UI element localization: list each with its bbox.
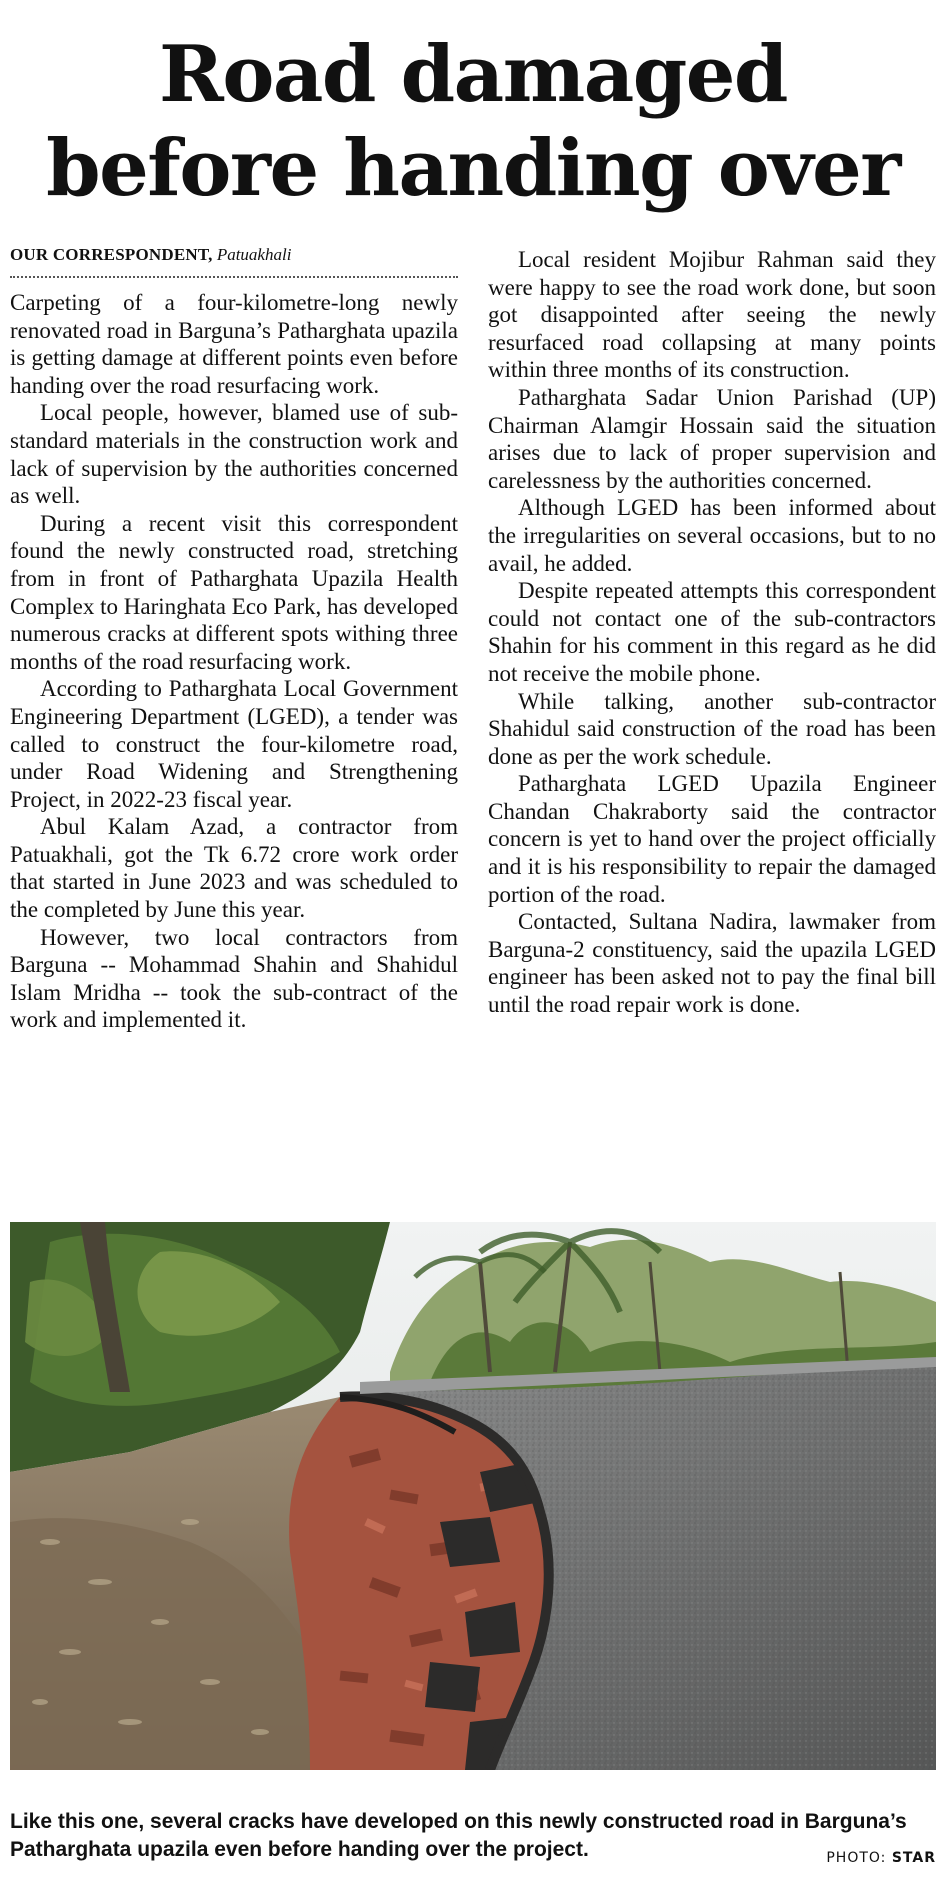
- headline: [0, 28, 946, 216]
- byline-author: OUR CORRESPONDENT,: [10, 245, 213, 264]
- headline-line-2: before handing over: [46, 123, 900, 214]
- photo-caption: Like this one, several cracks have developed on this newly constructed road in Barguna’s Patharghata upazila even before handing over the project.: [10, 1810, 907, 1861]
- road-photo: [10, 1222, 936, 1770]
- photo-credit-source: STAR: [891, 1850, 936, 1866]
- paragraph: Although LGED has been informed about the irregularities on several occasions, but to no avail, he added.: [488, 495, 936, 576]
- paragraph: Patharghata Sadar Union Parishad (UP) Chairman Alamgir Hossain said the situation arises due to lack of proper supervision and carelessness by the authorities concerned.: [488, 384, 936, 493]
- paragraph: While talking, another sub-contractor Shahidul said construction of the road has been done as per the work schedule.: [488, 688, 936, 769]
- photo-credit-label: PHOTO:: [826, 1850, 887, 1866]
- byline: [10, 244, 458, 278]
- byline-place: Patuakhali: [216, 245, 292, 264]
- headline-line-1: Road damaged: [159, 29, 787, 120]
- paragraph: Patharghata LGED Upazila Engineer Chandan Chakraborty said the contractor concern is yet to hand over the project officially and it is his responsibility to repair the damaged portion of the road.: [488, 771, 936, 907]
- paragraph: According to Patharghata Local Government Engineering Department (LGED), a tender was called to construct the four-kilometre road, under Road Widening and Strengthening Project, in 2022-23 fiscal year.: [10, 676, 458, 812]
- paragraph: Abul Kalam Azad, a contractor from Patuakhali, got the Tk 6.72 crore work order that started in June 2023 and was scheduled to the completed by June this year.: [10, 814, 458, 923]
- paragraph: Local resident Mojibur Rahman said they were happy to see the road work done, but soon got disappointed after seeing the newly resurfaced road collapsing at many points within three months of its construction.: [488, 247, 936, 383]
- paragraph: Despite repeated attempts this correspondent could not contact one of the sub-contractors Shahin for his comment in this regard as he did not receive the mobile phone.: [488, 578, 936, 686]
- article-column-left: [10, 244, 458, 1034]
- paragraph: Carpeting of a four-kilometre-long newly renovated road in Barguna’s Patharghata upazila is getting damage at different points even before handing over the road resurfacing work.: [10, 290, 458, 398]
- paragraph: Local people, however, blamed use of sub-standard materials in the construction work and lack of supervision by the authorities concerned as well.: [10, 400, 458, 509]
- photo-credit: [826, 1850, 936, 1866]
- article-column-right: [488, 246, 936, 1019]
- road-photo-illustration: [10, 1222, 936, 1770]
- paragraph: However, two local contractors from Barguna -- Mohammad Shahin and Shahidul Islam Mridha -- took the sub-contract of the work and implemented it.: [10, 924, 458, 1033]
- paragraph: Contacted, Sultana Nadira, lawmaker from Barguna-2 constituency, said the upazila LGED engineer has been asked not to pay the final bill until the road repair work is done.: [488, 909, 936, 1018]
- paragraph: During a recent visit this correspondent found the newly constructed road, stretching from in front of Patharghata Upazila Health Complex to Haringhata Eco Park, has developed numerous cracks at different spots withing three months of the road resurfacing work.: [10, 510, 458, 674]
